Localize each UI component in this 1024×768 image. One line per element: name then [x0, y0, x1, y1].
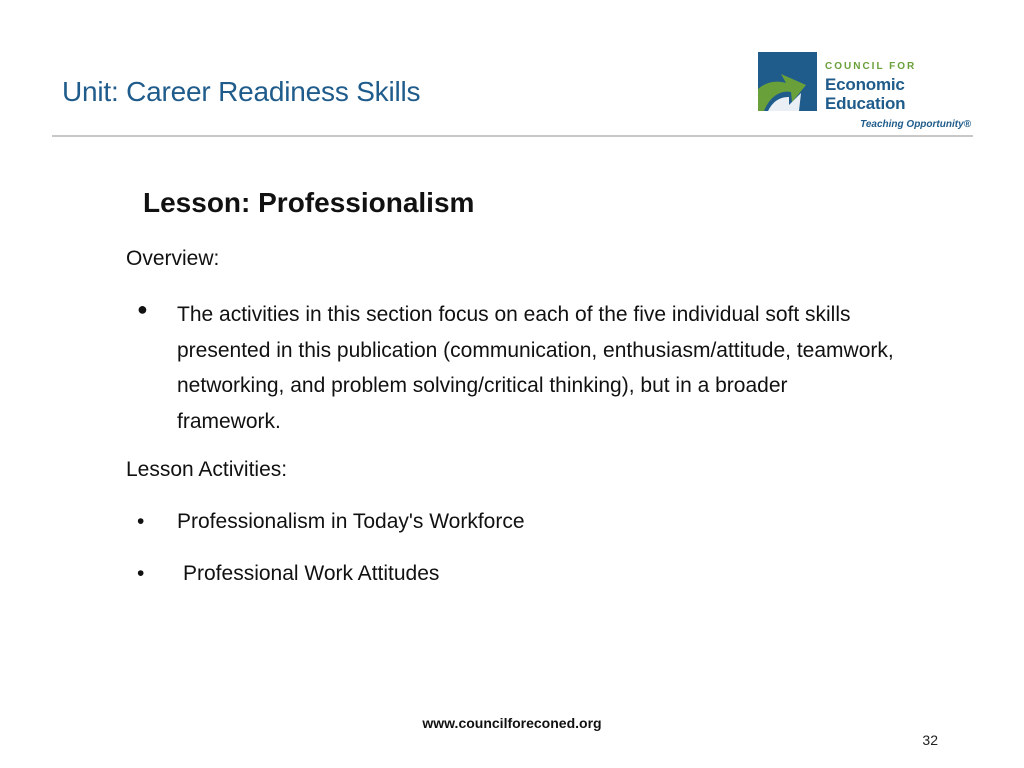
logo-education-text: Education — [825, 94, 906, 113]
footer-url: www.councilforeconed.org — [422, 715, 602, 731]
council-for-economic-education-logo — [758, 52, 973, 136]
lesson-title: Lesson: Professionalism — [143, 187, 475, 218]
bullet-icon: • — [137, 510, 145, 533]
bullet-icon: ● — [137, 299, 148, 319]
bullet-icon: • — [137, 562, 145, 585]
logo-economic-text: Economic — [825, 75, 905, 94]
slide-header — [0, 0, 1024, 140]
header-divider — [52, 135, 973, 137]
overview-text: The activities in this section focus on each of the five individual soft skills presented in this publication (communication, enthusiasm/attitude, teamwork, networking, and problem solving/critical thinking), but in a broader framework. — [177, 303, 894, 433]
logo-top-text: COUNCIL FOR — [825, 61, 917, 72]
overview-label: Overview: — [126, 247, 220, 270]
lesson-activities-label: Lesson Activities: — [126, 458, 288, 481]
unit-title: Unit: Career Readiness Skills — [62, 76, 421, 107]
activity-item-professionalism-workforce: Professionalism in Today's Workforce — [177, 510, 525, 533]
page-number: 32 — [922, 732, 938, 748]
activity-item-professional-work-attitudes: Professional Work Attitudes — [183, 562, 440, 585]
logo-tagline: Teaching Opportunity® — [860, 119, 971, 130]
arrow-leaf-logo-icon — [758, 52, 817, 111]
